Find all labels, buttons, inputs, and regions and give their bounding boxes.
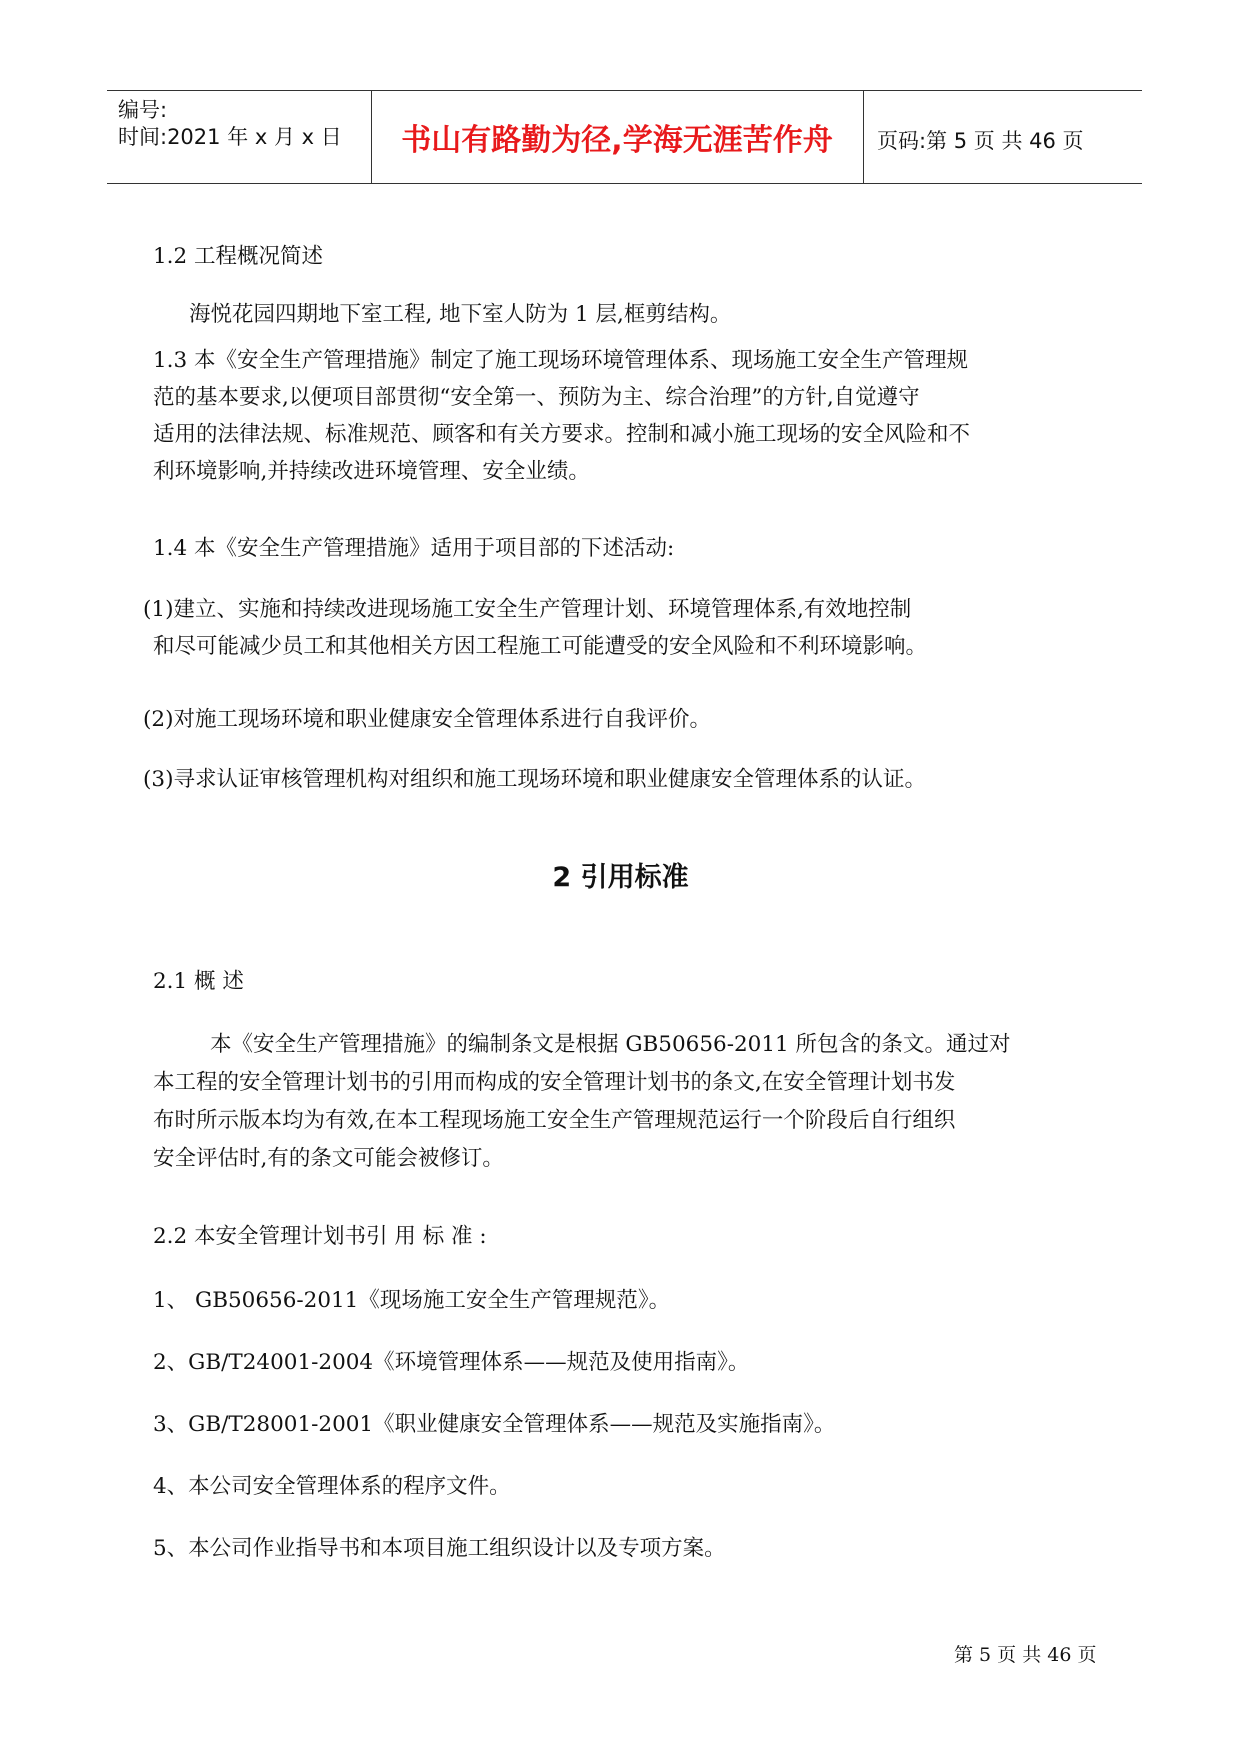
header-bottom-rule	[107, 183, 1142, 184]
page-footer: 第 5 页 共 46 页	[954, 1644, 1097, 1666]
paragraph-line: 适用的法律法规、标准规范、顾客和有关方要求。控制和减小施工现场的安全风险和不	[153, 422, 971, 447]
paragraph-line: 利环境影响,并持续改进环境管理、安全业绩。	[153, 459, 590, 484]
document-number-label: 编号:	[118, 98, 168, 122]
reference-item-4: 4、本公司安全管理体系的程序文件。	[153, 1474, 511, 1499]
list-item-3: (3)寻求认证审核管理机构对组织和施工现场环境和职业健康安全管理体系的认证。	[143, 767, 926, 792]
paragraph-line: (1)建立、实施和持续改进现场施工安全生产管理计划、环境管理体系,有效地控制	[143, 597, 912, 622]
paragraph-line: 和尽可能减少员工和其他相关方因工程施工可能遭受的安全风险和不利环境影响。	[153, 634, 928, 659]
section-1-4-title: 1.4 本《安全生产管理措施》适用于项目部的下述活动:	[153, 536, 675, 561]
section-1-2-title: 1.2 工程概况简述	[153, 244, 324, 269]
document-date: 时间:2021 年 x 月 x 日	[118, 125, 342, 149]
paragraph-line: 安全评估时,有的条文可能会被修订。	[153, 1146, 504, 1171]
list-item-2: (2)对施工现场环境和职业健康安全管理体系进行自我评价。	[143, 707, 711, 732]
section-2-1-title: 2.1 概 述	[153, 969, 244, 994]
paragraph-line: 1.3 本《安全生产管理措施》制定了施工现场环境管理体系、现场施工安全生产管理规	[153, 348, 969, 373]
reference-item-5: 5、本公司作业指导书和本项目施工组织设计以及专项方案。	[153, 1536, 726, 1561]
paragraph-line: 本工程的安全管理计划书的引用而构成的安全管理计划书的条文,在安全管理计划书发	[153, 1070, 956, 1095]
paragraph-line: 范的基本要求,以便项目部贯彻“安全第一、预防为主、综合治理”的方针,自觉遵守	[153, 385, 920, 410]
paragraph-line: 布时所示版本均为有效,在本工程现场施工安全生产管理规范运行一个阶段后自行组织	[153, 1108, 956, 1133]
section-1-2-body: 海悦花园四期地下室工程, 地下室人防为 1 层,框剪结构。	[189, 302, 732, 327]
paragraph-line: 本《安全生产管理措施》的编制条文是根据 GB50656-2011 所包含的条文。通过对	[210, 1032, 1011, 1057]
section-2-2-title: 2.2 本安全管理计划书引 用 标 准 :	[153, 1224, 487, 1249]
header-divider-right	[863, 90, 864, 184]
header-page-info: 页码:第 5 页 共 46 页	[877, 129, 1084, 153]
reference-item-2: 2、GB/T24001-2004《环境管理体系——规范及使用指南》。	[153, 1350, 750, 1375]
header-motto: 书山有路勤为径,学海无涯苦作舟	[401, 123, 833, 158]
header-top-rule	[107, 90, 1142, 91]
reference-item-3: 3、GB/T28001-2001《职业健康安全管理体系——规范及实施指南》。	[153, 1412, 836, 1437]
section-2-heading: 2 引用标准	[552, 862, 689, 893]
reference-item-1: 1、 GB50656-2011《现场施工安全生产管理规范》。	[153, 1288, 671, 1313]
